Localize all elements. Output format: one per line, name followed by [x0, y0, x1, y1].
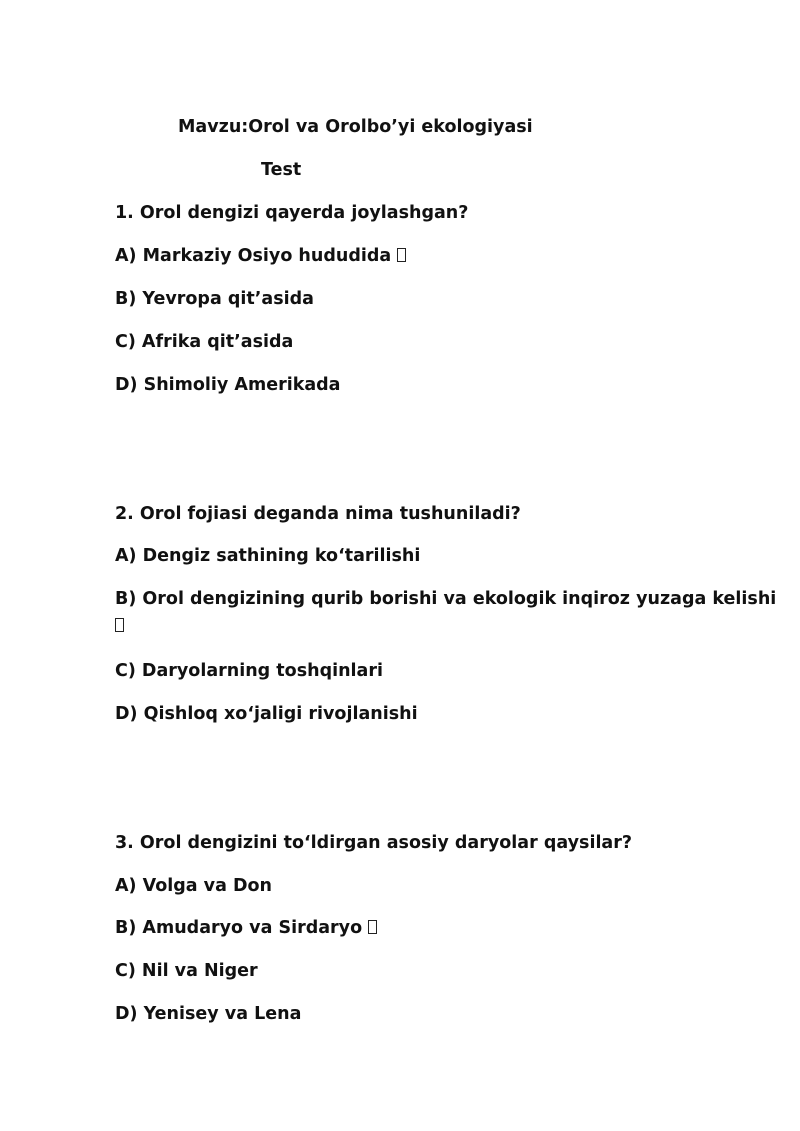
question-2: 2. Orol fojiasi deganda nima tushuniladi?: [115, 504, 521, 524]
missing-glyph-box-icon: [368, 920, 377, 934]
missing-glyph-box-icon: [397, 248, 406, 262]
question-3: 3. Orol dengizini to‘ldirgan asosiy daryolar qaysilar?: [115, 833, 633, 853]
question-3-option-d: D) Yenisey va Lena: [115, 1004, 302, 1024]
question-2-option-b-mark-line: [115, 615, 124, 637]
question-1-option-c: C) Afrika qit’asida: [115, 332, 294, 352]
question-3-option-b: [115, 917, 377, 939]
missing-glyph-box-icon: [115, 618, 124, 632]
question-1-option-b: B) Yevropa qit’asida: [115, 289, 314, 309]
question-1-option-d: D) Shimoliy Amerikada: [115, 375, 341, 395]
question-3-option-a: A) Volga va Don: [115, 876, 272, 896]
option-text: B) Amudaryo va Sirdaryo: [115, 918, 363, 938]
question-3-option-c: C) Nil va Niger: [115, 961, 258, 981]
question-2-option-b: B) Orol dengizining qurib borishi va ekologik inqiroz yuzaga kelishi: [115, 589, 777, 609]
question-1-option-a: [115, 245, 406, 267]
question-2-option-c: C) Daryolarning toshqinlari: [115, 661, 383, 681]
question-2-option-d: D) Qishloq xo‘jaligi rivojlanishi: [115, 704, 418, 724]
question-2-option-a: A) Dengiz sathining ko‘tarilishi: [115, 546, 421, 566]
document-subtitle: Test: [261, 160, 302, 180]
question-1: 1. Orol dengizi qayerda joylashgan?: [115, 203, 469, 223]
document-title: Mavzu:Orol va Orolbo’yi ekologiyasi: [178, 117, 533, 137]
option-text: A) Markaziy Osiyo hududida: [115, 246, 392, 266]
